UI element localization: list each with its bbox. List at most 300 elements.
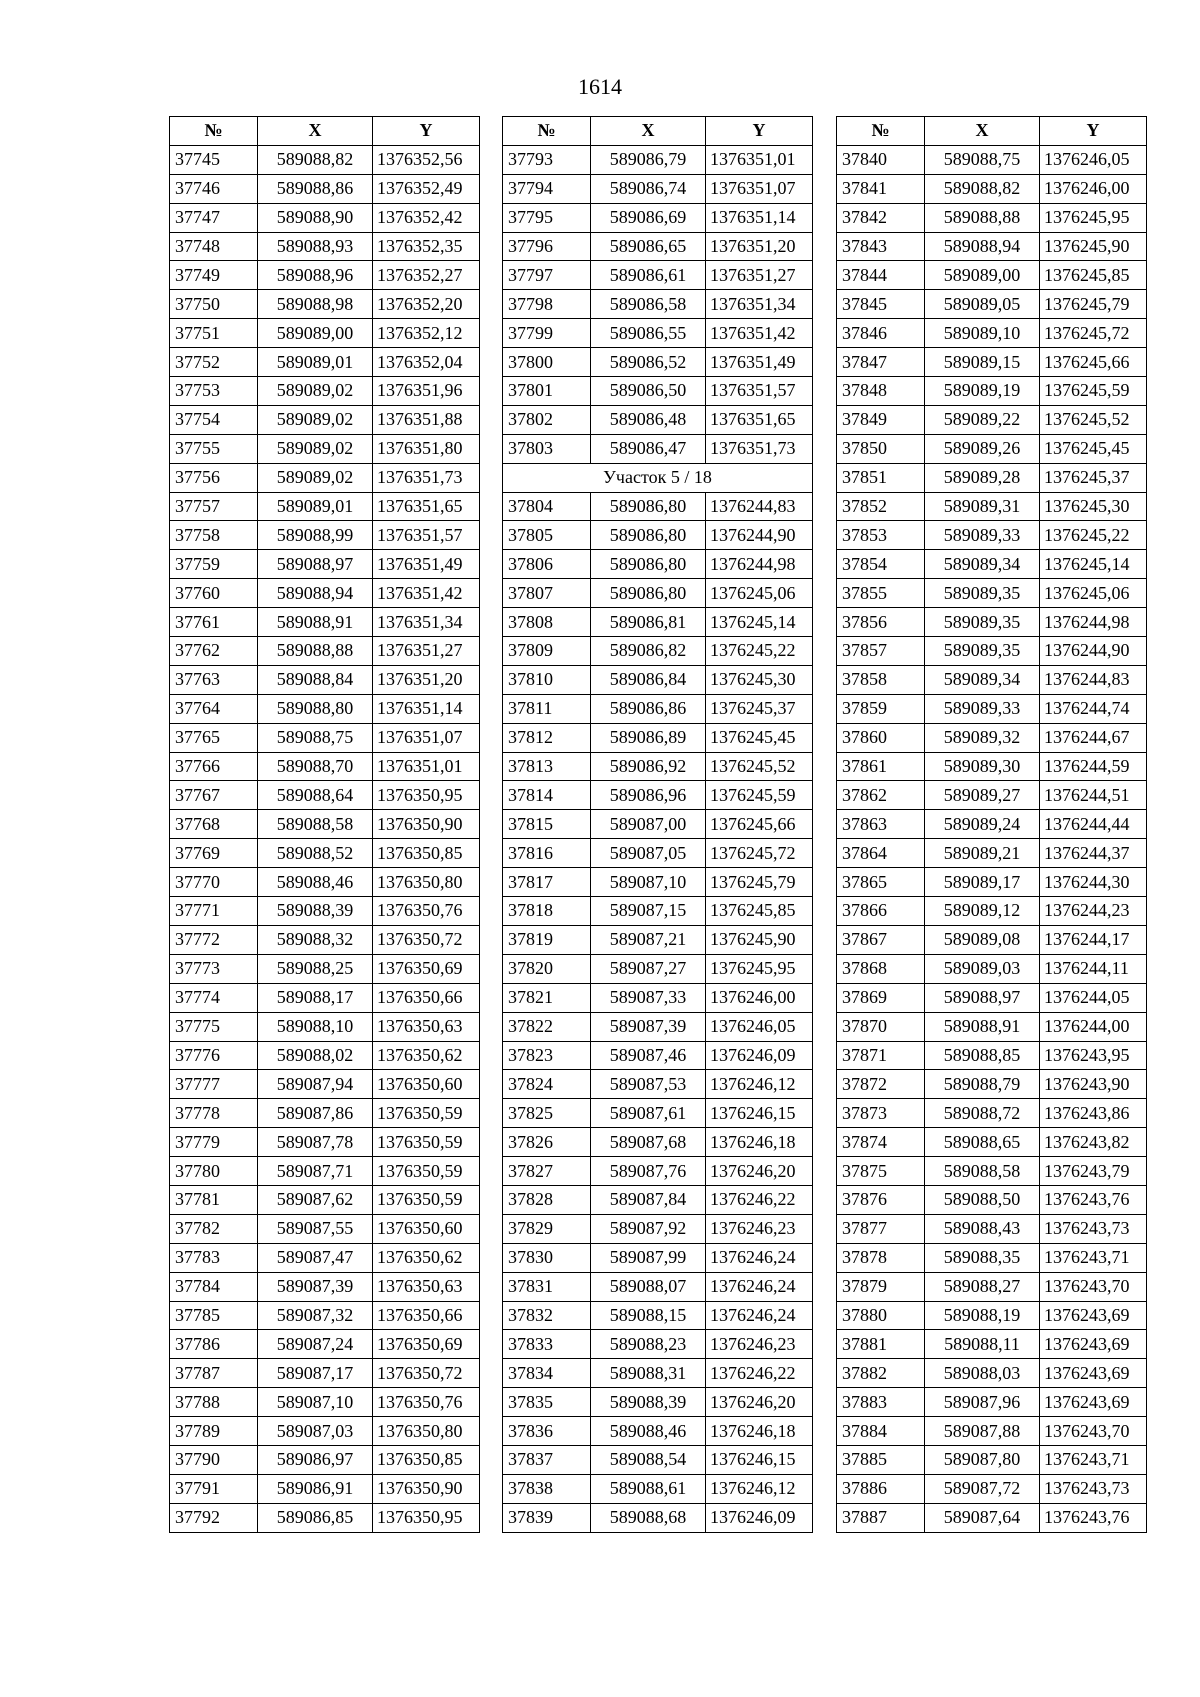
point-number-cell: 37844 [837, 261, 925, 290]
x-coordinate-cell: 589088,97 [258, 550, 373, 579]
table-row [503, 781, 813, 810]
point-number-cell: 37872 [837, 1070, 925, 1099]
y-coordinate-cell: 1376350,63 [373, 1012, 480, 1041]
x-coordinate-cell: 589089,19 [925, 377, 1040, 406]
point-number-cell: 37754 [170, 405, 258, 434]
point-number-cell: 37841 [837, 174, 925, 203]
y-coordinate-cell: 1376243,70 [1040, 1272, 1147, 1301]
x-coordinate-cell: 589087,05 [591, 839, 706, 868]
x-coordinate-cell: 589088,93 [258, 232, 373, 261]
table-row [837, 1070, 1147, 1099]
point-number-cell: 37853 [837, 521, 925, 550]
table-row [503, 810, 813, 839]
x-coordinate-cell: 589086,86 [591, 694, 706, 723]
table-row [837, 897, 1147, 926]
x-coordinate-cell: 589087,03 [258, 1417, 373, 1446]
x-coordinate-cell: 589088,61 [591, 1474, 706, 1503]
table-row [503, 492, 813, 521]
x-coordinate-cell: 589087,61 [591, 1099, 706, 1128]
y-coordinate-cell: 1376245,90 [706, 925, 813, 954]
y-coordinate-cell: 1376244,23 [1040, 897, 1147, 926]
x-coordinate-cell: 589088,84 [258, 665, 373, 694]
y-coordinate-cell: 1376350,72 [373, 925, 480, 954]
x-coordinate-cell: 589088,91 [925, 1012, 1040, 1041]
point-number-cell: 37833 [503, 1330, 591, 1359]
header-y: Y [373, 117, 480, 146]
point-number-cell: 37883 [837, 1388, 925, 1417]
point-number-cell: 37771 [170, 897, 258, 926]
x-coordinate-cell: 589087,71 [258, 1157, 373, 1186]
x-coordinate-cell: 589089,12 [925, 897, 1040, 926]
point-number-cell: 37867 [837, 925, 925, 954]
table-row [503, 1185, 813, 1214]
x-coordinate-cell: 589086,61 [591, 261, 706, 290]
table-row [837, 405, 1147, 434]
x-coordinate-cell: 589087,92 [591, 1214, 706, 1243]
y-coordinate-cell: 1376245,85 [706, 897, 813, 926]
header-row [837, 117, 1147, 146]
y-coordinate-cell: 1376351,42 [706, 319, 813, 348]
x-coordinate-cell: 589088,90 [258, 203, 373, 232]
y-coordinate-cell: 1376243,69 [1040, 1330, 1147, 1359]
x-coordinate-cell: 589089,00 [925, 261, 1040, 290]
x-coordinate-cell: 589086,81 [591, 608, 706, 637]
point-number-cell: 37753 [170, 377, 258, 406]
point-number-cell: 37810 [503, 665, 591, 694]
point-number-cell: 37860 [837, 723, 925, 752]
table-row [503, 1301, 813, 1330]
table-row [837, 174, 1147, 203]
table-row [837, 521, 1147, 550]
x-coordinate-cell: 589088,03 [925, 1359, 1040, 1388]
point-number-cell: 37857 [837, 637, 925, 666]
table-row [503, 203, 813, 232]
y-coordinate-cell: 1376350,69 [373, 1330, 480, 1359]
table-row [170, 983, 480, 1012]
table-row [503, 925, 813, 954]
y-coordinate-cell: 1376351,34 [373, 608, 480, 637]
point-number-cell: 37764 [170, 694, 258, 723]
x-coordinate-cell: 589087,68 [591, 1128, 706, 1157]
point-number-cell: 37783 [170, 1243, 258, 1272]
x-coordinate-cell: 589087,27 [591, 954, 706, 983]
x-coordinate-cell: 589089,17 [925, 868, 1040, 897]
y-coordinate-cell: 1376350,90 [373, 1474, 480, 1503]
y-coordinate-cell: 1376350,59 [373, 1099, 480, 1128]
y-coordinate-cell: 1376351,27 [373, 637, 480, 666]
y-coordinate-cell: 1376351,65 [373, 492, 480, 521]
x-coordinate-cell: 589086,55 [591, 319, 706, 348]
table-row [503, 839, 813, 868]
y-coordinate-cell: 1376350,95 [373, 781, 480, 810]
y-coordinate-cell: 1376351,96 [373, 377, 480, 406]
point-number-cell: 37851 [837, 463, 925, 492]
table-row [170, 232, 480, 261]
table-row [837, 1099, 1147, 1128]
y-coordinate-cell: 1376244,30 [1040, 868, 1147, 897]
x-coordinate-cell: 589089,27 [925, 781, 1040, 810]
y-coordinate-cell: 1376245,66 [1040, 348, 1147, 377]
x-coordinate-cell: 589088,97 [925, 983, 1040, 1012]
y-coordinate-cell: 1376245,22 [1040, 521, 1147, 550]
point-number-cell: 37789 [170, 1417, 258, 1446]
x-coordinate-cell: 589088,99 [258, 521, 373, 550]
x-coordinate-cell: 589086,74 [591, 174, 706, 203]
point-number-cell: 37840 [837, 145, 925, 174]
page-number: 1614 [578, 74, 622, 99]
table-row [503, 637, 813, 666]
point-number-cell: 37861 [837, 752, 925, 781]
x-coordinate-cell: 589088,98 [258, 290, 373, 319]
coordinates-table-3 [836, 116, 1147, 1533]
y-coordinate-cell: 1376351,88 [373, 405, 480, 434]
point-number-cell: 37763 [170, 665, 258, 694]
y-coordinate-cell: 1376350,66 [373, 1301, 480, 1330]
point-number-cell: 37765 [170, 723, 258, 752]
point-number-cell: 37863 [837, 810, 925, 839]
table-row [170, 1070, 480, 1099]
point-number-cell: 37848 [837, 377, 925, 406]
x-coordinate-cell: 589086,84 [591, 665, 706, 694]
y-coordinate-cell: 1376244,37 [1040, 839, 1147, 868]
point-number-cell: 37843 [837, 232, 925, 261]
table-row [503, 897, 813, 926]
x-coordinate-cell: 589087,39 [258, 1272, 373, 1301]
point-number-cell: 37862 [837, 781, 925, 810]
x-coordinate-cell: 589087,96 [925, 1388, 1040, 1417]
y-coordinate-cell: 1376245,52 [706, 752, 813, 781]
x-coordinate-cell: 589087,21 [591, 925, 706, 954]
y-coordinate-cell: 1376246,22 [706, 1359, 813, 1388]
x-coordinate-cell: 589088,39 [258, 897, 373, 926]
x-coordinate-cell: 589087,64 [925, 1503, 1040, 1532]
table-row [503, 290, 813, 319]
point-number-cell: 37837 [503, 1445, 591, 1474]
table-row [170, 1474, 480, 1503]
x-coordinate-cell: 589086,92 [591, 752, 706, 781]
y-coordinate-cell: 1376243,69 [1040, 1359, 1147, 1388]
table-row [503, 1070, 813, 1099]
x-coordinate-cell: 589089,01 [258, 492, 373, 521]
y-coordinate-cell: 1376246,18 [706, 1417, 813, 1446]
point-number-cell: 37813 [503, 752, 591, 781]
point-number-cell: 37780 [170, 1157, 258, 1186]
x-coordinate-cell: 589089,02 [258, 434, 373, 463]
table-row [170, 1445, 480, 1474]
y-coordinate-cell: 1376243,71 [1040, 1445, 1147, 1474]
point-number-cell: 37747 [170, 203, 258, 232]
y-coordinate-cell: 1376246,09 [706, 1503, 813, 1532]
point-number-cell: 37817 [503, 868, 591, 897]
table-row [837, 1041, 1147, 1070]
x-coordinate-cell: 589088,88 [258, 637, 373, 666]
table-row [170, 868, 480, 897]
x-coordinate-cell: 589089,32 [925, 723, 1040, 752]
point-number-cell: 37749 [170, 261, 258, 290]
point-number-cell: 37858 [837, 665, 925, 694]
y-coordinate-cell: 1376352,42 [373, 203, 480, 232]
point-number-cell: 37869 [837, 983, 925, 1012]
table-row [503, 1445, 813, 1474]
header-number: № [837, 117, 925, 146]
point-number-cell: 37847 [837, 348, 925, 377]
x-coordinate-cell: 589089,10 [925, 319, 1040, 348]
table-body [837, 145, 1147, 1532]
x-coordinate-cell: 589087,47 [258, 1243, 373, 1272]
point-number-cell: 37773 [170, 954, 258, 983]
y-coordinate-cell: 1376244,83 [706, 492, 813, 521]
point-number-cell: 37811 [503, 694, 591, 723]
y-coordinate-cell: 1376244,90 [1040, 637, 1147, 666]
point-number-cell: 37760 [170, 579, 258, 608]
point-number-cell: 37790 [170, 1445, 258, 1474]
table-row [837, 550, 1147, 579]
point-number-cell: 37831 [503, 1272, 591, 1301]
x-coordinate-cell: 589087,86 [258, 1099, 373, 1128]
table-row [170, 954, 480, 983]
header-x: X [925, 117, 1040, 146]
table-row [503, 232, 813, 261]
y-coordinate-cell: 1376243,73 [1040, 1474, 1147, 1503]
table-row [837, 492, 1147, 521]
header-row [503, 117, 813, 146]
table-row [170, 1359, 480, 1388]
table-row [170, 550, 480, 579]
table-row [503, 261, 813, 290]
y-coordinate-cell: 1376245,79 [706, 868, 813, 897]
header-number: № [503, 117, 591, 146]
point-number-cell: 37807 [503, 579, 591, 608]
table-row [837, 579, 1147, 608]
table-row [503, 1128, 813, 1157]
point-number-cell: 37826 [503, 1128, 591, 1157]
table-row [503, 434, 813, 463]
table-row [503, 1359, 813, 1388]
y-coordinate-cell: 1376245,95 [1040, 203, 1147, 232]
x-coordinate-cell: 589088,23 [591, 1330, 706, 1359]
y-coordinate-cell: 1376351,07 [373, 723, 480, 752]
table-row [503, 579, 813, 608]
table-body [170, 145, 480, 1532]
y-coordinate-cell: 1376246,20 [706, 1157, 813, 1186]
x-coordinate-cell: 589089,05 [925, 290, 1040, 319]
table-row [837, 1157, 1147, 1186]
y-coordinate-cell: 1376245,22 [706, 637, 813, 666]
point-number-cell: 37880 [837, 1301, 925, 1330]
point-number-cell: 37784 [170, 1272, 258, 1301]
table-row [837, 261, 1147, 290]
point-number-cell: 37852 [837, 492, 925, 521]
table-row [837, 694, 1147, 723]
x-coordinate-cell: 589088,10 [258, 1012, 373, 1041]
x-coordinate-cell: 589088,65 [925, 1128, 1040, 1157]
x-coordinate-cell: 589088,54 [591, 1445, 706, 1474]
y-coordinate-cell: 1376244,98 [1040, 608, 1147, 637]
y-coordinate-cell: 1376244,17 [1040, 925, 1147, 954]
table-row [503, 752, 813, 781]
x-coordinate-cell: 589089,28 [925, 463, 1040, 492]
x-coordinate-cell: 589089,21 [925, 839, 1040, 868]
y-coordinate-cell: 1376350,76 [373, 1388, 480, 1417]
table-body [503, 145, 813, 1532]
table-row [170, 1388, 480, 1417]
x-coordinate-cell: 589088,46 [591, 1417, 706, 1446]
y-coordinate-cell: 1376351,42 [373, 579, 480, 608]
header-number: № [170, 117, 258, 146]
point-number-cell: 37827 [503, 1157, 591, 1186]
x-coordinate-cell: 589088,70 [258, 752, 373, 781]
header-x: X [591, 117, 706, 146]
table-row [837, 377, 1147, 406]
x-coordinate-cell: 589086,65 [591, 232, 706, 261]
y-coordinate-cell: 1376350,59 [373, 1157, 480, 1186]
table-row [170, 434, 480, 463]
table-row [503, 1157, 813, 1186]
y-coordinate-cell: 1376351,57 [373, 521, 480, 550]
x-coordinate-cell: 589086,96 [591, 781, 706, 810]
x-coordinate-cell: 589086,80 [591, 521, 706, 550]
x-coordinate-cell: 589088,75 [258, 723, 373, 752]
point-number-cell: 37836 [503, 1417, 591, 1446]
point-number-cell: 37805 [503, 521, 591, 550]
y-coordinate-cell: 1376245,66 [706, 810, 813, 839]
table-row [503, 1330, 813, 1359]
point-number-cell: 37802 [503, 405, 591, 434]
x-coordinate-cell: 589088,85 [925, 1041, 1040, 1070]
table-row [837, 1243, 1147, 1272]
y-coordinate-cell: 1376245,59 [1040, 377, 1147, 406]
y-coordinate-cell: 1376352,04 [373, 348, 480, 377]
point-number-cell: 37829 [503, 1214, 591, 1243]
y-coordinate-cell: 1376243,73 [1040, 1214, 1147, 1243]
table-row [837, 1388, 1147, 1417]
y-coordinate-cell: 1376350,85 [373, 839, 480, 868]
x-coordinate-cell: 589087,15 [591, 897, 706, 926]
point-number-cell: 37787 [170, 1359, 258, 1388]
point-number-cell: 37786 [170, 1330, 258, 1359]
y-coordinate-cell: 1376246,15 [706, 1445, 813, 1474]
y-coordinate-cell: 1376244,83 [1040, 665, 1147, 694]
point-number-cell: 37865 [837, 868, 925, 897]
x-coordinate-cell: 589089,26 [925, 434, 1040, 463]
point-number-cell: 37792 [170, 1503, 258, 1532]
y-coordinate-cell: 1376246,23 [706, 1330, 813, 1359]
table-row [837, 1359, 1147, 1388]
y-coordinate-cell: 1376350,66 [373, 983, 480, 1012]
header-row [170, 117, 480, 146]
point-number-cell: 37878 [837, 1243, 925, 1272]
y-coordinate-cell: 1376244,59 [1040, 752, 1147, 781]
point-number-cell: 37835 [503, 1388, 591, 1417]
x-coordinate-cell: 589086,79 [591, 145, 706, 174]
y-coordinate-cell: 1376246,12 [706, 1070, 813, 1099]
point-number-cell: 37788 [170, 1388, 258, 1417]
table-row [170, 1012, 480, 1041]
y-coordinate-cell: 1376350,95 [373, 1503, 480, 1532]
y-coordinate-cell: 1376245,72 [706, 839, 813, 868]
y-coordinate-cell: 1376351,27 [706, 261, 813, 290]
point-number-cell: 37809 [503, 637, 591, 666]
point-number-cell: 37838 [503, 1474, 591, 1503]
table-row [837, 781, 1147, 810]
y-coordinate-cell: 1376351,65 [706, 405, 813, 434]
point-number-cell: 37798 [503, 290, 591, 319]
point-number-cell: 37750 [170, 290, 258, 319]
table-row [170, 463, 480, 492]
x-coordinate-cell: 589089,30 [925, 752, 1040, 781]
table-row [837, 1272, 1147, 1301]
y-coordinate-cell: 1376243,76 [1040, 1503, 1147, 1532]
point-number-cell: 37755 [170, 434, 258, 463]
point-number-cell: 37870 [837, 1012, 925, 1041]
table-row [503, 1243, 813, 1272]
point-number-cell: 37881 [837, 1330, 925, 1359]
table-row [503, 1099, 813, 1128]
table-row [837, 983, 1147, 1012]
table-row [837, 434, 1147, 463]
x-coordinate-cell: 589089,34 [925, 665, 1040, 694]
point-number-cell: 37874 [837, 1128, 925, 1157]
y-coordinate-cell: 1376246,15 [706, 1099, 813, 1128]
y-coordinate-cell: 1376246,00 [1040, 174, 1147, 203]
x-coordinate-cell: 589087,55 [258, 1214, 373, 1243]
table-row [837, 1185, 1147, 1214]
table-row [170, 839, 480, 868]
header-y: Y [1040, 117, 1147, 146]
x-coordinate-cell: 589087,32 [258, 1301, 373, 1330]
y-coordinate-cell: 1376351,57 [706, 377, 813, 406]
table-row [837, 954, 1147, 983]
y-coordinate-cell: 1376246,24 [706, 1243, 813, 1272]
y-coordinate-cell: 1376245,37 [706, 694, 813, 723]
x-coordinate-cell: 589088,19 [925, 1301, 1040, 1330]
table-row [837, 868, 1147, 897]
x-coordinate-cell: 589089,35 [925, 637, 1040, 666]
point-number-cell: 37882 [837, 1359, 925, 1388]
x-coordinate-cell: 589088,35 [925, 1243, 1040, 1272]
point-number-cell: 37759 [170, 550, 258, 579]
point-number-cell: 37884 [837, 1417, 925, 1446]
point-number-cell: 37834 [503, 1359, 591, 1388]
table-row [170, 1417, 480, 1446]
y-coordinate-cell: 1376351,20 [706, 232, 813, 261]
y-coordinate-cell: 1376245,45 [1040, 434, 1147, 463]
y-coordinate-cell: 1376244,90 [706, 521, 813, 550]
table-row [503, 723, 813, 752]
x-coordinate-cell: 589086,89 [591, 723, 706, 752]
x-coordinate-cell: 589087,62 [258, 1185, 373, 1214]
point-number-cell: 37871 [837, 1041, 925, 1070]
point-number-cell: 37875 [837, 1157, 925, 1186]
y-coordinate-cell: 1376245,45 [706, 723, 813, 752]
x-coordinate-cell: 589086,69 [591, 203, 706, 232]
point-number-cell: 37781 [170, 1185, 258, 1214]
table-row [170, 290, 480, 319]
y-coordinate-cell: 1376350,85 [373, 1445, 480, 1474]
x-coordinate-cell: 589089,00 [258, 319, 373, 348]
y-coordinate-cell: 1376351,01 [373, 752, 480, 781]
point-number-cell: 37823 [503, 1041, 591, 1070]
table-row [503, 174, 813, 203]
x-coordinate-cell: 589088,32 [258, 925, 373, 954]
y-coordinate-cell: 1376243,69 [1040, 1388, 1147, 1417]
table-row [503, 694, 813, 723]
table-row [503, 405, 813, 434]
point-number-cell: 37879 [837, 1272, 925, 1301]
y-coordinate-cell: 1376246,05 [706, 1012, 813, 1041]
point-number-cell: 37757 [170, 492, 258, 521]
point-number-cell: 37814 [503, 781, 591, 810]
